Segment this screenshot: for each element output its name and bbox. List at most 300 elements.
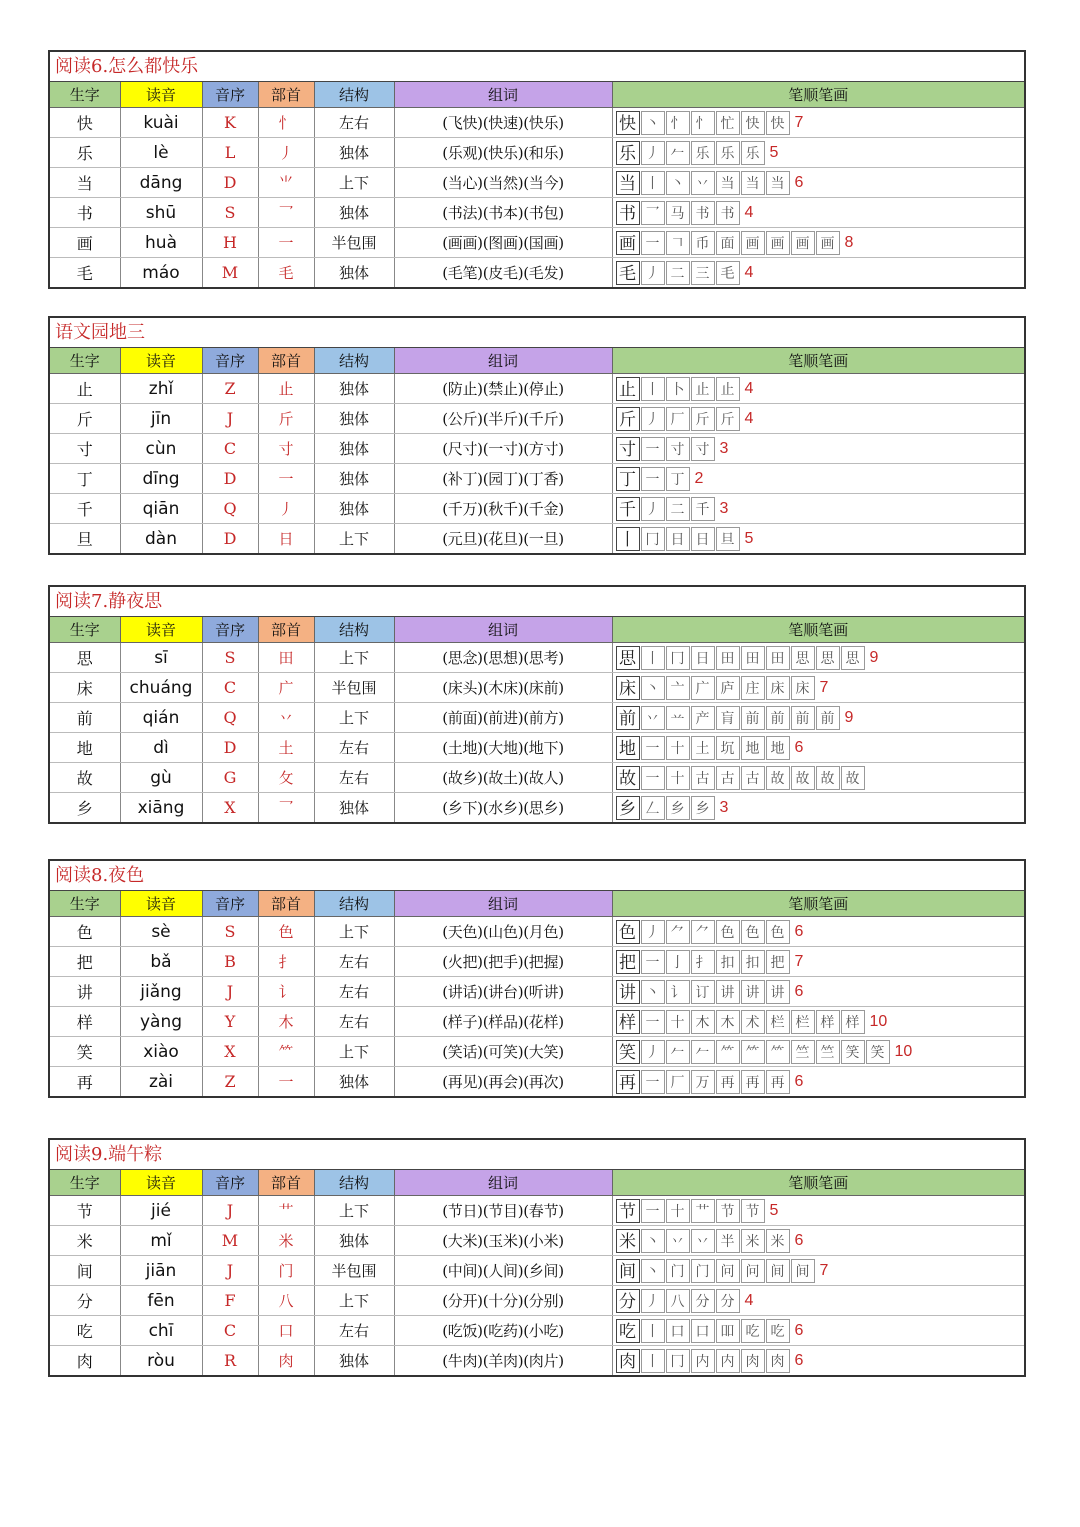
- stroke-box: 万: [691, 1070, 715, 1094]
- header-row: [50, 348, 1024, 374]
- stroke-sequence: [616, 1067, 1025, 1096]
- char-cell: 书: [50, 198, 120, 228]
- stroke-box: 扣: [716, 950, 740, 974]
- stroke-box: 丨: [641, 171, 665, 195]
- stroke-count: 9: [844, 708, 854, 726]
- stroke-sequence: [616, 643, 1025, 672]
- radical-cell: 丷: [258, 703, 314, 733]
- stroke-box: 快: [616, 111, 640, 135]
- words-cell: (乐观)(快乐)(和乐): [394, 138, 612, 168]
- char-cell: 讲: [50, 977, 120, 1007]
- structure-cell: 左右: [314, 108, 394, 138]
- radical-cell: 门: [258, 1256, 314, 1286]
- stroke-box: 二: [666, 497, 690, 521]
- stroke-box: 样: [841, 1010, 865, 1034]
- header-structure: 结构: [314, 1170, 394, 1196]
- char-cell: 笑: [50, 1037, 120, 1067]
- stroke-box: 日: [691, 527, 715, 551]
- radical-cell: 丿: [258, 494, 314, 524]
- words-cell: (千万)(秋千)(千金): [394, 494, 612, 524]
- stroke-box: 日: [666, 527, 690, 551]
- stroke-box: 斤: [616, 407, 640, 431]
- stroke-box: 快: [741, 111, 765, 135]
- table-row: [50, 1196, 1024, 1226]
- pinyin-cell: sī: [120, 643, 202, 673]
- stroke-box: 一: [641, 231, 665, 255]
- stroke-box: 再: [741, 1070, 765, 1094]
- stroke-box: 庄: [741, 676, 765, 700]
- header-radical: 部首: [258, 891, 314, 917]
- stroke-box: 二: [666, 261, 690, 285]
- stroke-sequence: [616, 138, 1025, 167]
- stroke-box: 间: [766, 1259, 790, 1283]
- pinyin-cell: jīn: [120, 404, 202, 434]
- table-row: [50, 643, 1024, 673]
- strokes-cell: [612, 733, 1024, 763]
- pinyin-cell: zhǐ: [120, 374, 202, 404]
- header-strokes: 笔顺笔画: [612, 1170, 1024, 1196]
- stroke-box: 栏: [791, 1010, 815, 1034]
- radical-cell: 一: [258, 1067, 314, 1097]
- stroke-count: 6: [794, 738, 804, 756]
- table-row: [50, 1067, 1024, 1097]
- words-cell: (吃饭)(吃药)(小吃): [394, 1316, 612, 1346]
- words-cell: (毛笔)(皮毛)(毛发): [394, 258, 612, 288]
- stroke-box: 田: [741, 646, 765, 670]
- pinyin-cell: gù: [120, 763, 202, 793]
- stroke-box: 地: [616, 736, 640, 760]
- stroke-box: 寸: [616, 437, 640, 461]
- stroke-box: 丿: [641, 497, 665, 521]
- char-cell: 节: [50, 1196, 120, 1226]
- stroke-box: 门: [691, 1259, 715, 1283]
- order-cell: J: [202, 404, 258, 434]
- char-cell: 床: [50, 673, 120, 703]
- table-row: [50, 977, 1024, 1007]
- stroke-box: 画: [766, 231, 790, 255]
- stroke-sequence: [616, 1286, 1025, 1315]
- strokes-cell: [612, 703, 1024, 733]
- stroke-box: 𠂉: [666, 141, 690, 165]
- stroke-count: 3: [719, 798, 729, 816]
- stroke-sequence: [616, 733, 1025, 762]
- header-pinyin: 读音: [120, 617, 202, 643]
- lesson-title: 阅读9.端午粽: [50, 1140, 1024, 1170]
- stroke-count: 6: [794, 1231, 804, 1249]
- radical-cell: 忄: [258, 108, 314, 138]
- stroke-box: 笑: [866, 1040, 890, 1064]
- words-cell: (乡下)(水乡)(思乡): [394, 793, 612, 823]
- stroke-box: 故: [791, 766, 815, 790]
- char-cell: 乡: [50, 793, 120, 823]
- char-cell: 斤: [50, 404, 120, 434]
- stroke-box: 一: [641, 766, 665, 790]
- stroke-sequence: [616, 524, 1025, 553]
- char-cell: 快: [50, 108, 120, 138]
- stroke-box: 丶: [641, 111, 665, 135]
- stroke-box: 冂: [666, 1349, 690, 1373]
- stroke-sequence: [616, 168, 1025, 197]
- stroke-box: 止: [716, 377, 740, 401]
- radical-cell: 一: [258, 464, 314, 494]
- stroke-box: 分: [691, 1289, 715, 1313]
- words-cell: (前面)(前进)(前方): [394, 703, 612, 733]
- stroke-sequence: [616, 1346, 1025, 1375]
- table-row: [50, 108, 1024, 138]
- stroke-box: 画: [741, 231, 765, 255]
- strokes-cell: [612, 947, 1024, 977]
- stroke-box: 丨: [641, 377, 665, 401]
- stroke-box: 丨: [641, 1349, 665, 1373]
- char-cell: 思: [50, 643, 120, 673]
- stroke-count: 4: [744, 263, 754, 281]
- header-strokes: 笔顺笔画: [612, 82, 1024, 108]
- char-cell: 再: [50, 1067, 120, 1097]
- structure-cell: 独体: [314, 404, 394, 434]
- strokes-cell: [612, 1316, 1024, 1346]
- strokes-cell: [612, 108, 1024, 138]
- stroke-box: 寸: [691, 437, 715, 461]
- order-cell: C: [202, 434, 258, 464]
- stroke-box: 当: [716, 171, 740, 195]
- table-row: [50, 1346, 1024, 1376]
- words-cell: (大米)(玉米)(小米): [394, 1226, 612, 1256]
- header-words: 组词: [394, 348, 612, 374]
- stroke-box: 斤: [716, 407, 740, 431]
- stroke-box: 面: [716, 231, 740, 255]
- strokes-cell: [612, 763, 1024, 793]
- table-row: [50, 1286, 1024, 1316]
- pinyin-cell: dì: [120, 733, 202, 763]
- stroke-box: 米: [741, 1229, 765, 1253]
- strokes-cell: [612, 673, 1024, 703]
- pinyin-cell: qián: [120, 703, 202, 733]
- lesson-title: 语文园地三: [50, 318, 1024, 348]
- stroke-count: 6: [794, 982, 804, 1000]
- stroke-sequence: [616, 258, 1025, 287]
- stroke-sequence: [616, 1226, 1025, 1255]
- stroke-sequence: [616, 1316, 1025, 1345]
- stroke-box: 忄: [666, 111, 690, 135]
- stroke-box: 问: [741, 1259, 765, 1283]
- strokes-cell: [612, 793, 1024, 823]
- radical-cell: 斤: [258, 404, 314, 434]
- stroke-box: 肉: [616, 1349, 640, 1373]
- stroke-box: 扣: [741, 950, 765, 974]
- stroke-box: 一: [641, 437, 665, 461]
- stroke-box: 肉: [766, 1349, 790, 1373]
- table-row: [50, 374, 1024, 404]
- structure-cell: 独体: [314, 1226, 394, 1256]
- order-cell: D: [202, 733, 258, 763]
- strokes-cell: [612, 228, 1024, 258]
- stroke-count: 6: [794, 1321, 804, 1339]
- stroke-box: 古: [741, 766, 765, 790]
- stroke-box: 竺: [816, 1040, 840, 1064]
- stroke-box: 一: [641, 950, 665, 974]
- pinyin-cell: jiǎng: [120, 977, 202, 1007]
- stroke-box: ⺮: [741, 1040, 765, 1064]
- radical-cell: 寸: [258, 434, 314, 464]
- stroke-box: 术: [741, 1010, 765, 1034]
- pinyin-cell: bǎ: [120, 947, 202, 977]
- words-cell: (补丁)(园丁)(丁香): [394, 464, 612, 494]
- structure-cell: 上下: [314, 643, 394, 673]
- stroke-box: 丷: [691, 1229, 715, 1253]
- stroke-box: 间: [616, 1259, 640, 1283]
- stroke-count: 7: [794, 113, 804, 131]
- structure-cell: 上下: [314, 524, 394, 554]
- stroke-box: 口: [666, 1319, 690, 1343]
- header-char: 生字: [50, 82, 120, 108]
- structure-cell: 上下: [314, 168, 394, 198]
- stroke-box: 木: [716, 1010, 740, 1034]
- lesson-table: [50, 617, 1024, 822]
- lesson-title: 阅读6.怎么都快乐: [50, 52, 1024, 82]
- table-row: [50, 168, 1024, 198]
- stroke-count: 6: [794, 922, 804, 940]
- stroke-box: 吃: [766, 1319, 790, 1343]
- header-words: 组词: [394, 891, 612, 917]
- words-cell: (分开)(十分)(分别): [394, 1286, 612, 1316]
- stroke-box: 𠃋: [641, 796, 665, 820]
- pinyin-cell: fēn: [120, 1286, 202, 1316]
- radical-cell: 八: [258, 1286, 314, 1316]
- order-cell: X: [202, 793, 258, 823]
- strokes-cell: [612, 434, 1024, 464]
- stroke-box: 门: [666, 1259, 690, 1283]
- stroke-box: 故: [816, 766, 840, 790]
- stroke-sequence: [616, 763, 1025, 792]
- lesson-table: [50, 891, 1024, 1096]
- structure-cell: 半包围: [314, 228, 394, 258]
- structure-cell: 左右: [314, 733, 394, 763]
- stroke-box: 丁: [666, 467, 690, 491]
- radical-cell: 乛: [258, 198, 314, 228]
- stroke-box: 丨: [641, 1319, 665, 1343]
- stroke-box: 讠: [666, 980, 690, 1004]
- stroke-box: 丿: [641, 261, 665, 285]
- char-cell: 当: [50, 168, 120, 198]
- pinyin-cell: dàn: [120, 524, 202, 554]
- stroke-box: 再: [716, 1070, 740, 1094]
- stroke-box: 乡: [666, 796, 690, 820]
- order-cell: M: [202, 1226, 258, 1256]
- stroke-box: 口: [691, 1319, 715, 1343]
- stroke-box: 乡: [616, 796, 640, 820]
- words-cell: (讲话)(讲台)(听讲): [394, 977, 612, 1007]
- stroke-box: 思: [791, 646, 815, 670]
- stroke-count: 7: [794, 952, 804, 970]
- stroke-count: 4: [744, 1291, 754, 1309]
- radical-cell: 米: [258, 1226, 314, 1256]
- stroke-box: 斤: [691, 407, 715, 431]
- stroke-box: 丿: [641, 920, 665, 944]
- header-pinyin: 读音: [120, 348, 202, 374]
- table-row: [50, 258, 1024, 288]
- header-pinyin: 读音: [120, 891, 202, 917]
- table-row: [50, 404, 1024, 434]
- words-cell: (天色)(山色)(月色): [394, 917, 612, 947]
- order-cell: Z: [202, 374, 258, 404]
- stroke-sequence: [616, 703, 1025, 732]
- lesson-section: [48, 50, 1026, 289]
- stroke-box: 寸: [666, 437, 690, 461]
- pinyin-cell: jié: [120, 1196, 202, 1226]
- stroke-box: 土: [691, 736, 715, 760]
- stroke-box: 把: [766, 950, 790, 974]
- stroke-box: 田: [716, 646, 740, 670]
- stroke-count: 6: [794, 173, 804, 191]
- stroke-box: 分: [616, 1289, 640, 1313]
- stroke-box: 丨: [641, 646, 665, 670]
- stroke-box: 乐: [616, 141, 640, 165]
- header-pinyin: 读音: [120, 1170, 202, 1196]
- stroke-count: 5: [744, 529, 754, 547]
- stroke-box: 吃: [616, 1319, 640, 1343]
- stroke-count: 3: [719, 439, 729, 457]
- pinyin-cell: zài: [120, 1067, 202, 1097]
- strokes-cell: [612, 198, 1024, 228]
- structure-cell: 独体: [314, 198, 394, 228]
- stroke-count: 7: [819, 678, 829, 696]
- stroke-count: 5: [769, 1201, 779, 1219]
- words-cell: (飞快)(快速)(快乐): [394, 108, 612, 138]
- stroke-box: 田: [766, 646, 790, 670]
- stroke-box: 床: [616, 676, 640, 700]
- order-cell: J: [202, 1196, 258, 1226]
- stroke-box: 画: [791, 231, 815, 255]
- stroke-box: 画: [616, 231, 640, 255]
- char-cell: 把: [50, 947, 120, 977]
- stroke-box: 再: [616, 1070, 640, 1094]
- stroke-box: 十: [666, 1010, 690, 1034]
- table-row: [50, 793, 1024, 823]
- strokes-cell: [612, 1346, 1024, 1376]
- words-cell: (画画)(图画)(国画): [394, 228, 612, 258]
- structure-cell: 左右: [314, 1007, 394, 1037]
- stroke-box: 𠂉: [666, 1040, 690, 1064]
- stroke-count: 4: [744, 409, 754, 427]
- structure-cell: 独体: [314, 374, 394, 404]
- table-row: [50, 198, 1024, 228]
- stroke-box: 节: [716, 1199, 740, 1223]
- stroke-box: 色: [716, 920, 740, 944]
- header-structure: 结构: [314, 617, 394, 643]
- strokes-cell: [612, 1007, 1024, 1037]
- stroke-box: 米: [616, 1229, 640, 1253]
- stroke-box: 书: [716, 201, 740, 225]
- strokes-cell: [612, 1067, 1024, 1097]
- stroke-box: 思: [616, 646, 640, 670]
- stroke-box: 故: [766, 766, 790, 790]
- strokes-cell: [612, 643, 1024, 673]
- order-cell: S: [202, 917, 258, 947]
- pinyin-cell: shū: [120, 198, 202, 228]
- lesson-section: [48, 585, 1026, 824]
- strokes-cell: [612, 917, 1024, 947]
- stroke-sequence: [616, 1256, 1025, 1285]
- pinyin-cell: dāng: [120, 168, 202, 198]
- stroke-box: 十: [666, 766, 690, 790]
- stroke-box: 故: [841, 766, 865, 790]
- stroke-box: 一: [641, 1010, 665, 1034]
- stroke-box: 内: [716, 1349, 740, 1373]
- order-cell: L: [202, 138, 258, 168]
- stroke-box: 丶: [641, 1229, 665, 1253]
- stroke-box: 毛: [616, 261, 640, 285]
- structure-cell: 独体: [314, 434, 394, 464]
- lesson-title: 阅读8.夜色: [50, 861, 1024, 891]
- stroke-box: 八: [666, 1289, 690, 1313]
- table-row: [50, 228, 1024, 258]
- order-cell: K: [202, 108, 258, 138]
- stroke-box: 吅: [716, 1319, 740, 1343]
- table-row: [50, 434, 1024, 464]
- strokes-cell: [612, 1256, 1024, 1286]
- stroke-box: 冂: [666, 646, 690, 670]
- order-cell: C: [202, 1316, 258, 1346]
- stroke-box: 讲: [766, 980, 790, 1004]
- order-cell: Y: [202, 1007, 258, 1037]
- stroke-box: 木: [691, 1010, 715, 1034]
- structure-cell: 上下: [314, 703, 394, 733]
- header-strokes: 笔顺笔画: [612, 348, 1024, 374]
- char-cell: 丁: [50, 464, 120, 494]
- char-cell: 故: [50, 763, 120, 793]
- stroke-box: 书: [691, 201, 715, 225]
- stroke-sequence: [616, 947, 1025, 976]
- strokes-cell: [612, 977, 1024, 1007]
- stroke-box: 丿: [641, 407, 665, 431]
- order-cell: Q: [202, 703, 258, 733]
- words-cell: (故乡)(故土)(故人): [394, 763, 612, 793]
- radical-cell: 毛: [258, 258, 314, 288]
- strokes-cell: [612, 464, 1024, 494]
- stroke-box: 丶: [641, 676, 665, 700]
- stroke-box: 床: [766, 676, 790, 700]
- pinyin-cell: dīng: [120, 464, 202, 494]
- stroke-box: 讲: [716, 980, 740, 1004]
- char-cell: 寸: [50, 434, 120, 464]
- words-cell: (防止)(禁止)(停止): [394, 374, 612, 404]
- stroke-count: 4: [744, 203, 754, 221]
- table-row: [50, 138, 1024, 168]
- stroke-box: 内: [691, 1349, 715, 1373]
- header-radical: 部首: [258, 1170, 314, 1196]
- char-cell: 千: [50, 494, 120, 524]
- stroke-box: 𠂉: [691, 1040, 715, 1064]
- stroke-sequence: [616, 977, 1025, 1006]
- stroke-box: ⺮: [766, 1040, 790, 1064]
- stroke-count: 10: [869, 1012, 888, 1030]
- words-cell: (中间)(人间)(乡间): [394, 1256, 612, 1286]
- header-row: [50, 891, 1024, 917]
- stroke-box: 厂: [666, 1070, 690, 1094]
- lesson-section: [48, 1138, 1026, 1377]
- structure-cell: 上下: [314, 1286, 394, 1316]
- radical-cell: 一: [258, 228, 314, 258]
- stroke-sequence: [616, 673, 1025, 702]
- order-cell: S: [202, 643, 258, 673]
- structure-cell: 上下: [314, 917, 394, 947]
- strokes-cell: [612, 138, 1024, 168]
- stroke-box: 吃: [741, 1319, 765, 1343]
- stroke-box: 一: [641, 467, 665, 491]
- header-order: 音序: [202, 891, 258, 917]
- stroke-sequence: [616, 434, 1025, 463]
- order-cell: F: [202, 1286, 258, 1316]
